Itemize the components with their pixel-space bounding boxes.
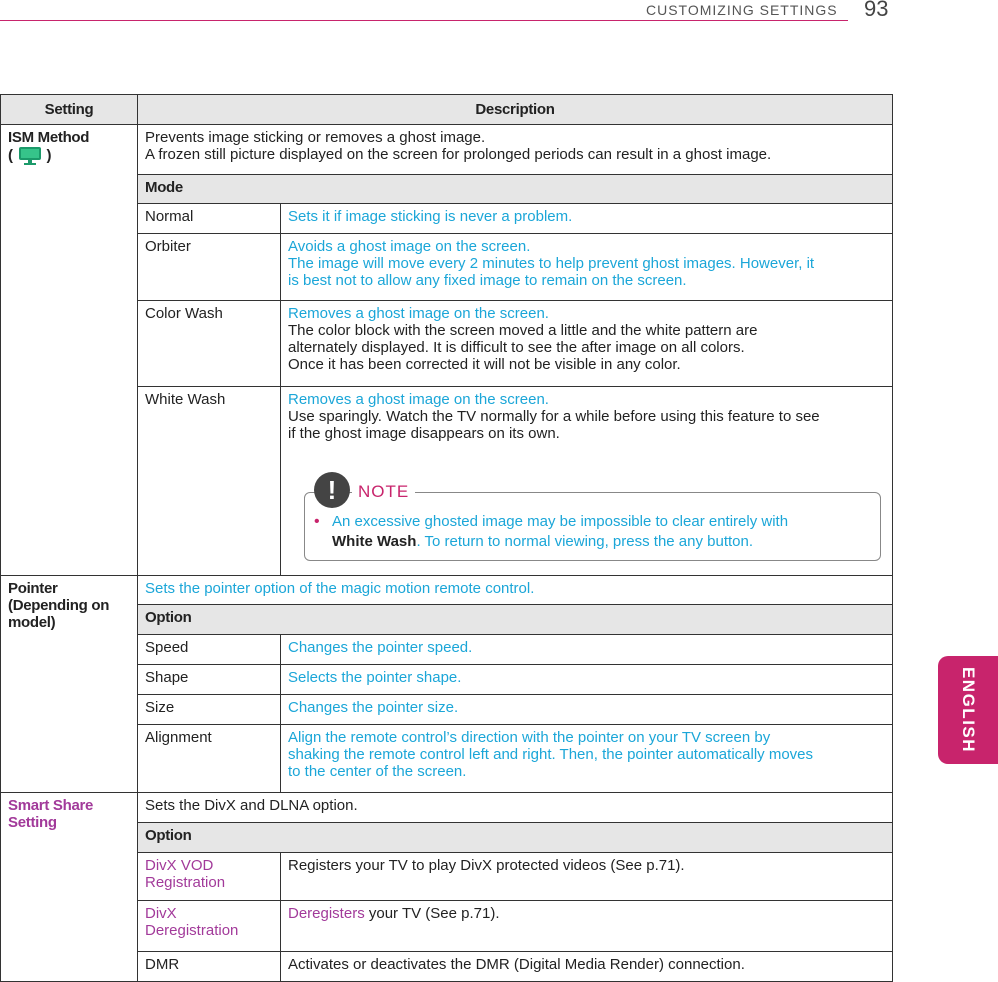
setting-ism-method bbox=[0, 124, 138, 576]
mode-orbiter-desc: Avoids a ghost image on the screen. The image will move every 2 minutes to help prevent ghost images. However, it is best not to allow any fixed image to remain on the screen. bbox=[280, 233, 893, 301]
pointer-description: Sets the pointer option of the magic motion remote control. bbox=[137, 575, 893, 605]
option-divx-vod-registration-desc: Registers your TV to play DivX protected videos (See p.71). bbox=[280, 852, 893, 901]
smart-share-description: Sets the DivX and DLNA option. bbox=[137, 792, 893, 823]
setting-pointer: Pointer (Depending on model) bbox=[0, 575, 138, 793]
ism-method-title: ISM Method bbox=[8, 129, 90, 146]
option-alignment-desc: Align the remote control’s direction with the pointer on your TV screen by shaking the remote control left and right. Then, the pointer automatically moves to the center of the screen. bbox=[280, 724, 893, 793]
note-bullet: • bbox=[314, 513, 320, 530]
ism-icon-line: ( ) bbox=[8, 146, 130, 166]
pointer-option-header: Option bbox=[137, 604, 893, 635]
header-rule bbox=[0, 20, 848, 21]
mode-color-wash: Color Wash bbox=[137, 300, 281, 387]
note-label: NOTE bbox=[352, 482, 415, 502]
note-bold-term: White Wash bbox=[332, 533, 417, 550]
mode-white-wash: White Wash bbox=[137, 386, 281, 576]
column-header-description: Description bbox=[137, 94, 893, 125]
column-header-setting: Setting bbox=[0, 94, 138, 125]
option-divx-deregistration-desc: Deregisters your TV (See p.71). bbox=[280, 900, 893, 952]
option-speed-desc: Changes the pointer speed. bbox=[280, 634, 893, 665]
premium-tv-icon bbox=[17, 146, 43, 166]
option-size-desc: Changes the pointer size. bbox=[280, 694, 893, 725]
option-divx-vod-registration: DivX VOD Registration bbox=[137, 852, 281, 901]
language-tab bbox=[938, 656, 998, 764]
language-tab-label: ENGLISH bbox=[959, 666, 978, 754]
note-text: An excessive ghosted image may be impossible to clear entirely with White Wash. To return to normal viewing, press the any button. bbox=[332, 513, 789, 550]
section-title: CUSTOMIZING SETTINGS bbox=[646, 2, 838, 18]
option-shape-desc: Selects the pointer shape. bbox=[280, 664, 893, 695]
option-size: Size bbox=[137, 694, 281, 725]
ism-description: Prevents image sticking or removes a ghost image. A frozen still picture displayed on the screen for prolonged periods can result in a ghost image. bbox=[137, 124, 893, 175]
page-number: 93 bbox=[864, 0, 889, 21]
option-shape: Shape bbox=[137, 664, 281, 695]
mode-orbiter: Orbiter bbox=[137, 233, 281, 301]
option-dmr-desc: Activates or deactivates the DMR (Digital Media Render) connection. bbox=[280, 951, 893, 982]
exclamation-icon: ! bbox=[314, 472, 350, 508]
option-dmr: DMR bbox=[137, 951, 281, 982]
option-speed: Speed bbox=[137, 634, 281, 665]
mode-normal-desc: Sets it if image sticking is never a problem. bbox=[280, 203, 893, 234]
option-alignment: Alignment bbox=[137, 724, 281, 793]
option-divx-deregistration: DivX Deregistration bbox=[137, 900, 281, 952]
smart-share-option-header: Option bbox=[137, 822, 893, 853]
setting-smart-share: Smart Share Setting bbox=[0, 792, 138, 982]
mode-white-wash-desc: Removes a ghost image on the screen. Use sparingly. Watch the TV normally for a while before using this feature to see if the ghost image disappears on its own. bbox=[280, 386, 893, 576]
mode-subheader: Mode bbox=[137, 174, 893, 204]
mode-color-wash-desc: Removes a ghost image on the screen. The color block with the screen moved a little and the white pattern are alternately displayed. It is difficult to see the after image on all colors. Once it has been corrected it will not be visible in any color. bbox=[280, 300, 893, 387]
mode-normal: Normal bbox=[137, 203, 281, 234]
